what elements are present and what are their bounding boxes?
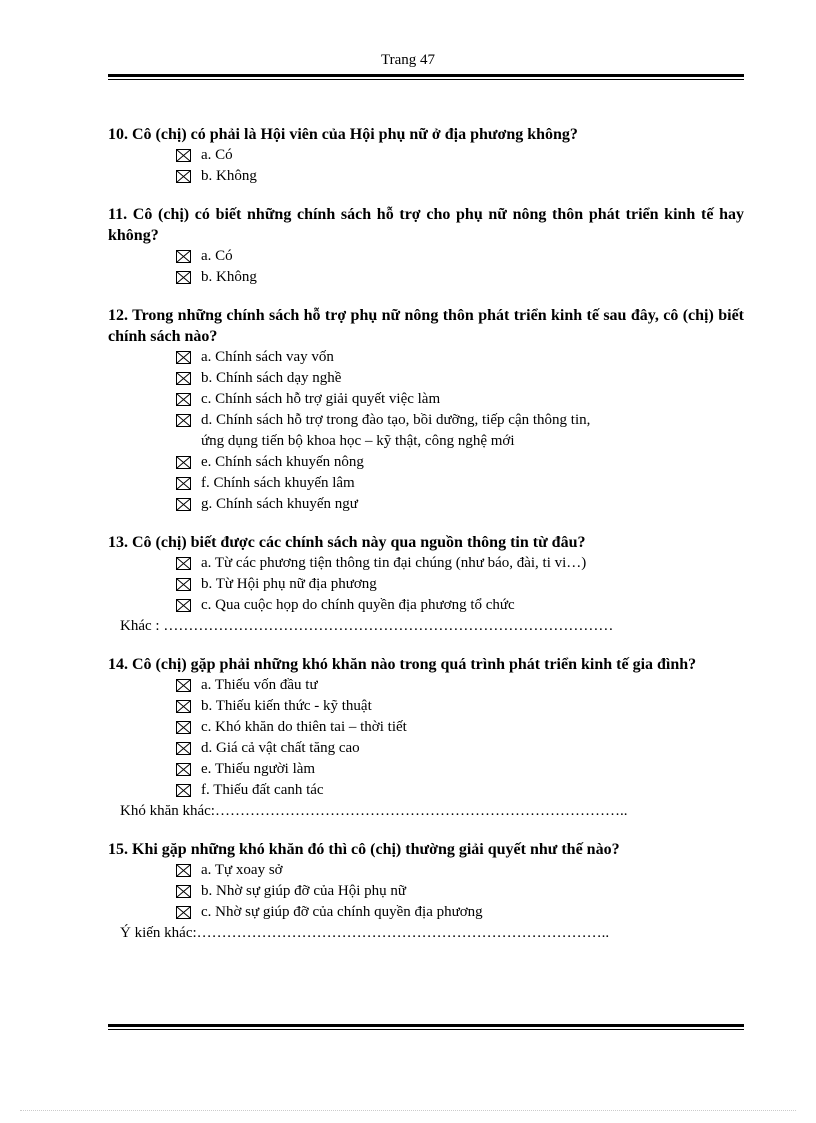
option[interactable] xyxy=(176,246,744,267)
option-label: b. Chính sách dạy nghề xyxy=(201,370,342,386)
other-answer-line[interactable]: Ý kiến khác:……………………………………………………………………….. xyxy=(120,925,610,941)
option-label: b. Từ Hội phụ nữ địa phương xyxy=(201,576,377,592)
question-10 xyxy=(108,124,744,187)
option-label: c. Nhờ sự giúp đỡ của chính quyền địa phương xyxy=(201,904,483,920)
question-14 xyxy=(108,654,744,822)
checkbox-crossed-icon[interactable] xyxy=(176,351,191,364)
option[interactable] xyxy=(176,145,744,166)
option-label: c. Khó khăn do thiên tai – thời tiết xyxy=(201,719,407,735)
option-label: c. Qua cuộc họp do chính quyền địa phương tổ chức xyxy=(201,597,515,613)
option-label: a. Chính sách vay vốn xyxy=(201,349,334,365)
checkbox-crossed-icon[interactable] xyxy=(176,372,191,385)
checkbox-crossed-icon[interactable] xyxy=(176,906,191,919)
option[interactable] xyxy=(176,780,744,801)
checkbox-crossed-icon[interactable] xyxy=(176,864,191,877)
option[interactable] xyxy=(176,675,744,696)
option[interactable] xyxy=(176,696,744,717)
option[interactable] xyxy=(176,494,744,515)
checkbox-crossed-icon[interactable] xyxy=(176,784,191,797)
page-edge-dotted-line xyxy=(20,1110,796,1111)
question-15 xyxy=(108,839,744,944)
checkbox-crossed-icon[interactable] xyxy=(176,763,191,776)
option[interactable] xyxy=(176,574,744,595)
option[interactable] xyxy=(176,595,744,616)
option[interactable] xyxy=(176,902,744,923)
question-12 xyxy=(108,305,744,515)
other-answer-line[interactable]: Khó khăn khác:……………………………………………………………………….. xyxy=(120,803,628,819)
header-rule xyxy=(108,74,744,80)
question-11 xyxy=(108,204,744,288)
question-text: 10. Cô (chị) có phải là Hội viên của Hội phụ nữ ở địa phương không? xyxy=(108,126,578,143)
option[interactable] xyxy=(176,410,744,452)
option-label: b. Thiếu kiến thức - kỹ thuật xyxy=(201,698,372,714)
question-text: 15. Khi gặp những khó khăn đó thì cô (chị) thường giải quyết như thế nào? xyxy=(108,841,620,858)
option[interactable] xyxy=(176,267,744,288)
option[interactable] xyxy=(176,717,744,738)
option-label: b. Không xyxy=(201,168,257,184)
option-label: a. Thiếu vốn đầu tư xyxy=(201,677,318,693)
option-label: a. Có xyxy=(201,147,233,163)
page-header: Trang 47 xyxy=(380,52,436,68)
option-label: d. Chính sách hỗ trợ trong đào tạo, bồi dưỡng, tiếp cận thông tin, xyxy=(201,412,591,428)
checkbox-crossed-icon[interactable] xyxy=(176,742,191,755)
option[interactable] xyxy=(176,881,744,902)
option[interactable] xyxy=(176,389,744,410)
option[interactable] xyxy=(176,473,744,494)
option-label: b. Không xyxy=(201,269,257,285)
option-label: d. Giá cả vật chất tăng cao xyxy=(201,740,360,756)
option-label-continued: ứng dụng tiến bộ khoa học – kỹ thật, công nghệ mới xyxy=(201,433,515,449)
footer-rule xyxy=(108,1024,744,1030)
checkbox-crossed-icon[interactable] xyxy=(176,250,191,263)
checkbox-crossed-icon[interactable] xyxy=(176,149,191,162)
checkbox-crossed-icon[interactable] xyxy=(176,498,191,511)
checkbox-crossed-icon[interactable] xyxy=(176,557,191,570)
option-label: c. Chính sách hỗ trợ giải quyết việc làm xyxy=(201,391,441,407)
option-label: e. Chính sách khuyến nông xyxy=(201,454,364,470)
checkbox-crossed-icon[interactable] xyxy=(176,414,191,427)
option[interactable] xyxy=(176,347,744,368)
checkbox-crossed-icon[interactable] xyxy=(176,721,191,734)
option-label: b. Nhờ sự giúp đỡ của Hội phụ nữ xyxy=(201,883,407,899)
checkbox-crossed-icon[interactable] xyxy=(176,393,191,406)
questionnaire xyxy=(108,124,744,961)
checkbox-crossed-icon[interactable] xyxy=(176,170,191,183)
question-text: 12. Trong những chính sách hỗ trợ phụ nữ nông thôn phát triển kinh tế sau đây, cô (chị) biết chính sách nào? xyxy=(108,307,744,345)
option-label: a. Tự xoay sở xyxy=(201,862,283,878)
option[interactable] xyxy=(176,553,744,574)
option[interactable] xyxy=(176,738,744,759)
checkbox-crossed-icon[interactable] xyxy=(176,271,191,284)
checkbox-crossed-icon[interactable] xyxy=(176,679,191,692)
option-label: a. Có xyxy=(201,248,233,264)
option-label: e. Thiếu người làm xyxy=(201,761,316,777)
option[interactable] xyxy=(176,166,744,187)
checkbox-crossed-icon[interactable] xyxy=(176,477,191,490)
option-label: f. Thiếu đất canh tác xyxy=(201,782,324,798)
checkbox-crossed-icon[interactable] xyxy=(176,885,191,898)
question-text: 13. Cô (chị) biết được các chính sách này qua nguồn thông tin từ đâu? xyxy=(108,534,586,551)
option[interactable] xyxy=(176,759,744,780)
option-label: g. Chính sách khuyến ngư xyxy=(201,496,358,512)
question-text: 11. Cô (chị) có biết những chính sách hỗ trợ cho phụ nữ nông thôn phát triển kinh tế hay không? xyxy=(108,206,744,244)
other-answer-line[interactable]: Khác : ……………………………………………………………………………… xyxy=(120,618,614,634)
question-13 xyxy=(108,532,744,637)
option-label: a. Từ các phương tiện thông tin đại chúng (như báo, đài, ti vi…) xyxy=(201,555,587,571)
checkbox-crossed-icon[interactable] xyxy=(176,599,191,612)
option[interactable] xyxy=(176,452,744,473)
checkbox-crossed-icon[interactable] xyxy=(176,578,191,591)
question-text: 14. Cô (chị) gặp phải những khó khăn nào trong quá trình phát triển kinh tế gia đình? xyxy=(108,656,697,673)
checkbox-crossed-icon[interactable] xyxy=(176,456,191,469)
checkbox-crossed-icon[interactable] xyxy=(176,700,191,713)
option-label: f. Chính sách khuyến lâm xyxy=(201,475,355,491)
option[interactable] xyxy=(176,860,744,881)
option[interactable] xyxy=(176,368,744,389)
